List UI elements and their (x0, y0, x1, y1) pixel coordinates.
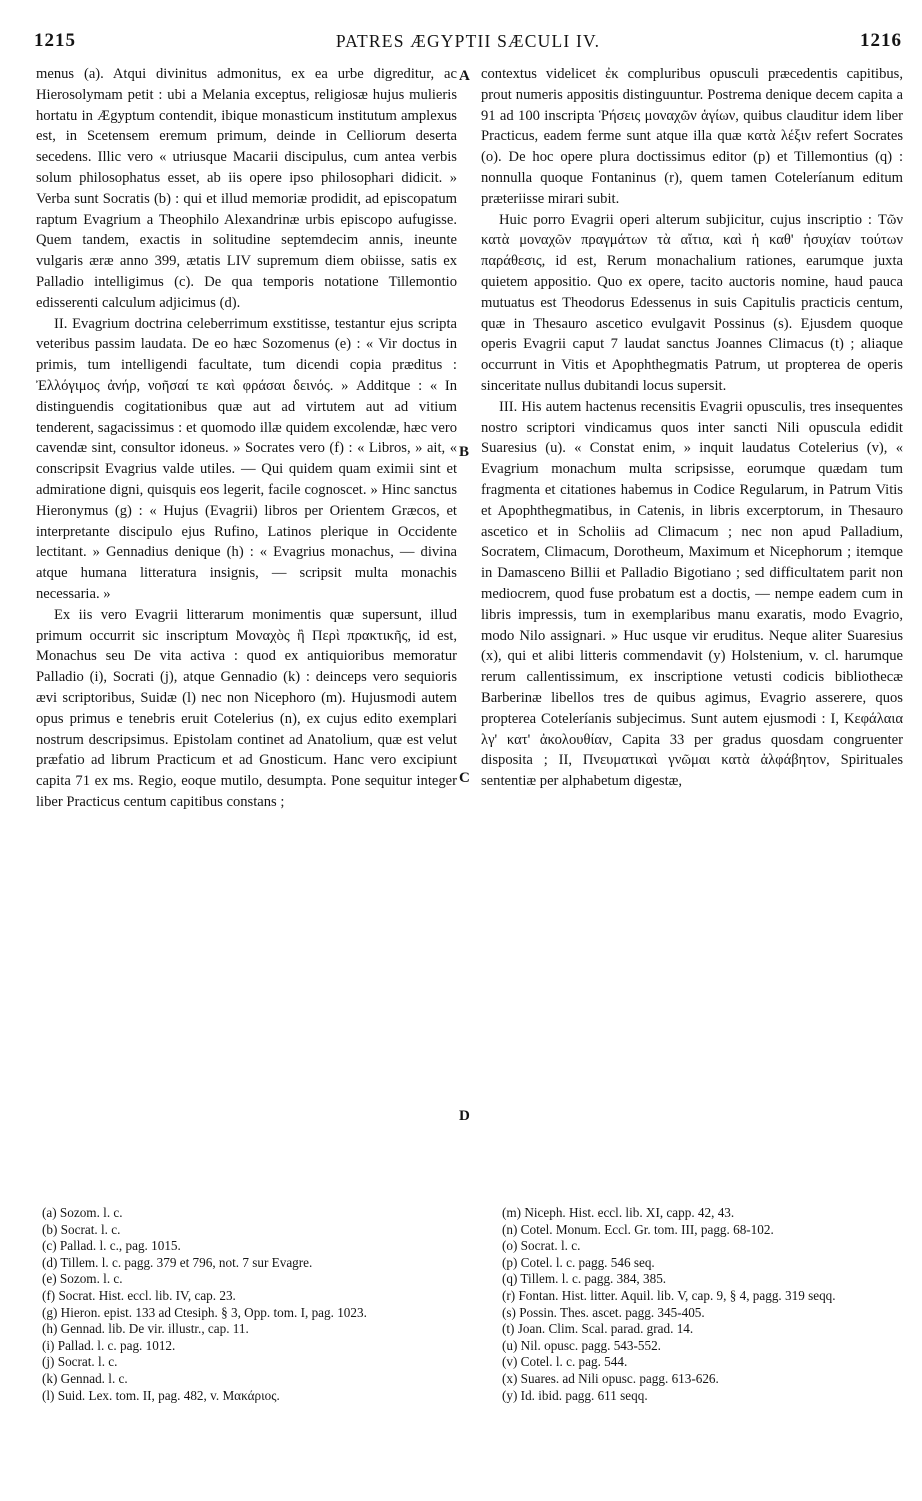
paragraph: II. Evagrium doctrina celeberrimum exstitisse, testantur ejus scripta veteribus passim laudata. De eo hæc Sozomenus (e) : « Vir doctus in primis, tum intelligendi facultate, tum dicendi copia præditus : Ἐλλόγιμος ἀνήρ, νοῆσαί τε καὶ φράσαι δεινός. » Additque : « In distinguendis cogitationibus quæ aut ad virtutem aut ad vitium tenderent, sagacissimus : et quomodo illæ quidem excolendæ, hæc vero cavendæ sint, consultor idoneus. » Socrates vero (f) : « Libros, » ait, « conscripsit Evagrius valde utiles. — Qui quidem quam eximii sint et admiratione digni, quisquis eos legerit, facile cognoscet. » Hinc sanctus Hieronymus (g) : « Hujus (Evagrii) libros per Orientem Græcos, et interpretante discipulo ejus Rufino, Latinos plerique in Occidente lectitant. » Gennadius denique (h) : « Evagrius monachus, — divina atque humana litteratura insignis, — scripsit multa monachis necessaria. » (36, 315, 457, 602)
margin-letter-b: B (459, 444, 470, 460)
paragraph: Huic porro Evagrii operi alterum subjicitur, cujus inscriptio : Τῶν κατὰ μοναχῶν πραγμάτων τὰ αἴτια, καὶ ἡ καθ' ἡσυχίαν τούτων παράθεσις, id est, Rerum monachalium rationes, earumque juxta quietem appositio. Quo ex opere, tacito auctoris nomine, haud pauca mutuatus est Theodorus Edessenus in suis Capitulis practicis centum, quæ in Thesauro ascetico evulgavit Possinus (s). Ejusdem quoque operis Evagrii caput 7 laudat sanctus Joannes Climacus (t) ; aliaque occurrunt in Vitis et Apophthegmatis Patrum, ut propterea de operis sinceritate nullus dubitandi locus supersit. (481, 211, 903, 394)
footnote: (d) Tillem. l. c. pagg. 379 et 796, not. 7 sur Evagre. (42, 1254, 313, 1270)
footnote: (o) Socrat. l. c. (502, 1238, 581, 1254)
page-number-right: 1216 (860, 30, 902, 51)
footnote: (y) Id. ibid. pagg. 611 seqq. (502, 1387, 648, 1403)
margin-letter-d: D (459, 1108, 470, 1124)
margin-letter-c: C (459, 770, 470, 786)
paragraph: menus (a). Atqui divinitus admonitus, ex ea urbe digreditur, ac Hierosolymam petit : ubi a Melania exceptus, religiosæ hujus mulieris hortatu in Ægyptum contendit, ibique monasticum institutum amplexus est, in Scetensem eremum primum, deinde in Celliorum deserta secedens. Illic vero « utriusque Macarii discipulus, cum antea verbis solum philosophatus esset, ab iis opere ipso philosophari didicit. » Verba sunt Socratis (b) : qui et illud memoriæ prodidit, ad episcopatum raptum Evagrium a Theophilo Alexandrinæ urbis episcopo aufugisse. Quem tandem, exactis in solitudine septemdecim annis, ineunte vulgaris æræ anno 399, ætatis LIV supremum diem obiisse, satis ex Palladio intelligimus (c). De qua temporis notatione Tillemontio edisserenti calculum adjicimus (d). (36, 66, 457, 311)
footnote: (b) Socrat. l. c. (42, 1221, 121, 1237)
footnote: (i) Pallad. l. c. pag. 1012. (42, 1337, 176, 1353)
footnote: (x) Suares. ad Nili opusc. pagg. 613-626. (502, 1370, 719, 1386)
footnote: (q) Tillem. l. c. pagg. 384, 385. (502, 1271, 667, 1287)
footnotes-left (42, 1205, 460, 1404)
margin-letter-a: A (459, 68, 470, 84)
paragraph: III. His autem hactenus recensitis Evagrii opusculis, tres insequentes nostro scriptori vindicamus quos inter sancti Nili opuscula edidit Suaresius (u). « Constat enim, » inquit laudatus Cotelerius (v), « Evagrium monachum multa scripsisse, eorumque quædam tum fragmenta et citationes habemus in Codice Regularum, in Patrum Vitis et Apophthegmatibus, in Catenis, in libris excerptorum, in Thesauro ascetico et in Scholiis ad Climacum ; nec non apud Palladium, Socratem, Climacum, Dorotheum, Maximum et Nicephorum ; itemque in Damasceno Billii et Palladio Bigotiano ; sed difficultatem parit non mediocrem, quod fuse probatum est a doctis, — nempe eadem cum in libris impressis, tum in exemplaribus manu exaratis, modo Evagrio, modo Nilo assignari. » Huc usque vir eruditus. Neque aliter Suaresius (x), qui et alibi litteris commendavit (y) Holstenium, v. cl. harumque rerum callentissimum, ex inscriptione vetusti codicis bibliothecæ Barberinæ libellos tres de quibus agimus, Evagrio asserere, quos propterea Coteleríanis subjecimus. Sunt autem ejusmodi : I, Κεφάλαια λγ' κατ' ἀκολουθίαν, Capita 33 per gradus quosdam congruenter disposita ; II, Πνευματικαὶ γνῶμαι κατὰ ἀλφάβητον, Spirituales sententiæ per alphabetum digestæ, (481, 398, 903, 790)
footnote: (k) Gennad. l. c. (42, 1370, 128, 1386)
footnote: (s) Possin. Thes. ascet. pagg. 345-405. (502, 1304, 705, 1320)
footnote: (e) Sozom. l. c. (42, 1271, 123, 1287)
paragraph: Ex iis vero Evagrii litterarum monimentis quæ supersunt, illud primum occurrit sic inscriptum Μοναχὸς ἢ Περὶ πρακτικῆς, id est, Monachus seu De vita activa : quod ex antiquioribus memoratur Palladio (i), Socrati (j), atque Gennadio (k) : deinceps vero sequioris ævi scriptoribus, Suidæ (l) nec non Nicephoro (m). Hujusmodi autem opus primus e tenebris eruit Cotelerius (n), ex cujus edito exemplari nostrum descripsimus. Epistolam continet ad Anatolium, quæ est velut præfatio ad librum Practicum et ad Gnosticum. Hanc vero excipiunt capita 71 ex ms. Regio, eoque mutilo, desumpta. Pone sequitur integer liber Practicus centum capitibus constans ; (36, 606, 457, 810)
footnote: (j) Socrat. l. c. (42, 1354, 118, 1370)
footnote: (f) Socrat. Hist. eccl. lib. IV, cap. 23. (42, 1287, 236, 1303)
footnote: (h) Gennad. lib. De vir. illustr., cap. 11. (42, 1321, 249, 1337)
footnote: (u) Nil. opusc. pagg. 543-552. (502, 1337, 661, 1353)
footnote: (r) Fontan. Hist. litter. Aquil. lib. V, cap. 9, § 4, pagg. 319 seqq. (502, 1287, 836, 1303)
right-text-column (481, 64, 903, 792)
footnote: (m) Niceph. Hist. eccl. lib. XI, capp. 42, 43. (502, 1205, 735, 1220)
footnote: (a) Sozom. l. c. (42, 1205, 123, 1220)
footnote: (v) Cotel. l. c. pag. 544. (502, 1354, 628, 1370)
page-header (34, 30, 902, 60)
page-number-left: 1215 (34, 30, 76, 51)
footnote: (g) Hieron. epist. 133 ad Ctesiph. § 3, Opp. tom. I, pag. 1023. (42, 1304, 367, 1320)
footnote: (t) Joan. Clim. Scal. parad. grad. 14. (502, 1321, 694, 1337)
footnote: (p) Cotel. l. c. pagg. 546 seq. (502, 1254, 655, 1270)
running-title: PATRES ÆGYPTII SÆCULI IV. (335, 31, 601, 51)
footnote: (l) Suid. Lex. tom. II, pag. 482, v. Μακάριος. (42, 1387, 280, 1403)
paragraph: contextus videlicet ἐκ compluribus opusculi præcedentis capitibus, prout numeris appositis distinguuntur. Postrema denique decem capita a 91 ad 100 inscripta Ῥήσεις μοναχῶν ἁγίων, quibus clauditur idem liber Practicus, eadem ferme sunt atque illa quæ κατὰ λέξιν refert Socrates (o). De hoc opere plura doctissimus editor (p) et Tillemontius (q) : nonnulla quoque Fontaninus (r), quem tamen Coteleríanum editum præteriisse mirari subit. (481, 66, 903, 207)
footnotes-right (502, 1205, 902, 1404)
left-text-column (36, 64, 457, 813)
footnote: (c) Pallad. l. c., pag. 1015. (42, 1238, 181, 1254)
footnote: (n) Cotel. Monum. Eccl. Gr. tom. III, pagg. 68-102. (502, 1221, 774, 1237)
